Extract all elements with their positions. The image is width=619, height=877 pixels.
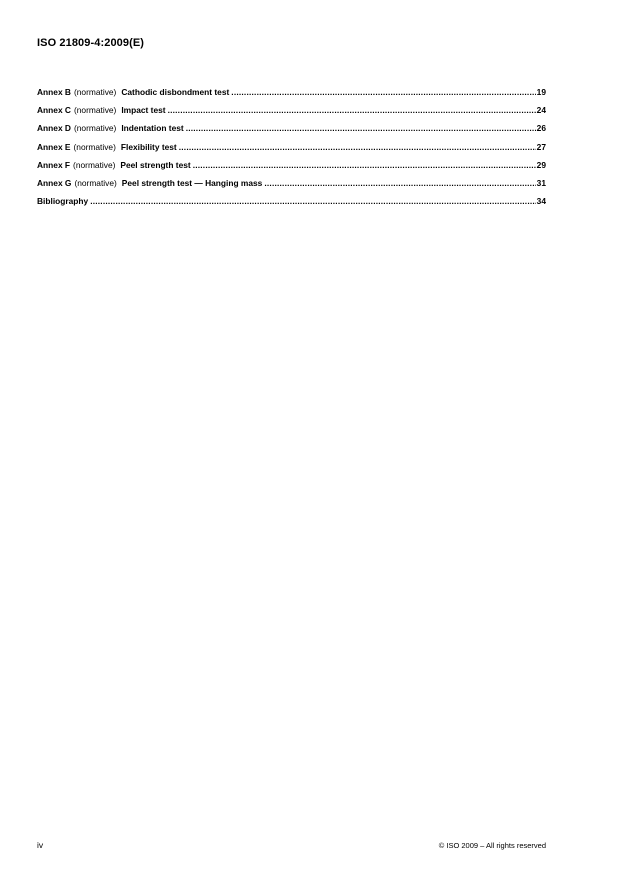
toc-entry-page: 31 [536,177,546,188]
toc-leader-dots [231,87,535,97]
toc-leader-dots [193,160,536,170]
toc-entry-title: Cathodic disbondment test [121,87,230,97]
toc-entry-normative: (normative) [73,87,117,97]
toc-entry-normative: (normative) [73,159,116,170]
toc-entry-normative: (normative) [73,123,117,134]
toc-entry-title: Impact test [121,105,166,116]
toc-entry-bibliography[interactable] [37,196,546,214]
toc-leader-dots [186,123,536,133]
toc-entry-annex-d[interactable] [37,123,546,141]
table-of-contents [37,87,546,214]
toc-entry-annex-f[interactable] [37,160,546,178]
toc-entry-title: Bibliography [37,196,89,207]
document-id: ISO 21809-4:2009(E) [37,37,145,49]
toc-entry-prefix: Annex G [37,177,72,188]
toc-entry-page: 34 [536,196,546,207]
toc-leader-dots [168,105,536,115]
toc-entry-annex-b[interactable] [37,87,546,105]
toc-entry-prefix: Annex C [37,105,71,116]
toc-leader-dots [90,196,535,206]
footer-copyright: © ISO 2009 – All rights reserved [438,841,546,850]
toc-entry-normative: (normative) [73,105,117,116]
toc-entry-page: 27 [536,141,546,152]
toc-entry-annex-e[interactable] [37,142,546,160]
toc-entry-prefix: Annex D [37,123,71,134]
toc-entry-title: Peel strength test — Hanging mass [121,177,263,188]
toc-entry-prefix: Annex E [37,141,71,152]
footer-page-number: iv [37,840,44,850]
toc-entry-normative: (normative) [73,141,116,152]
toc-entry-page: 29 [536,159,546,170]
toc-entry-title: Flexibility test [120,141,177,152]
toc-entry-page: 19 [536,87,546,97]
toc-entry-page: 26 [536,123,546,134]
toc-entry-normative: (normative) [74,177,117,188]
toc-entry-prefix: Annex B [37,87,71,97]
toc-entry-annex-g[interactable] [37,178,546,196]
toc-leader-dots [264,178,535,188]
toc-entry-title: Indentation test [121,123,184,134]
toc-leader-dots [179,142,536,152]
toc-entry-title: Peel strength test [120,159,191,170]
toc-entry-prefix: Annex F [37,159,71,170]
toc-entry-page: 24 [536,105,546,116]
toc-entry-annex-c[interactable] [37,105,546,123]
